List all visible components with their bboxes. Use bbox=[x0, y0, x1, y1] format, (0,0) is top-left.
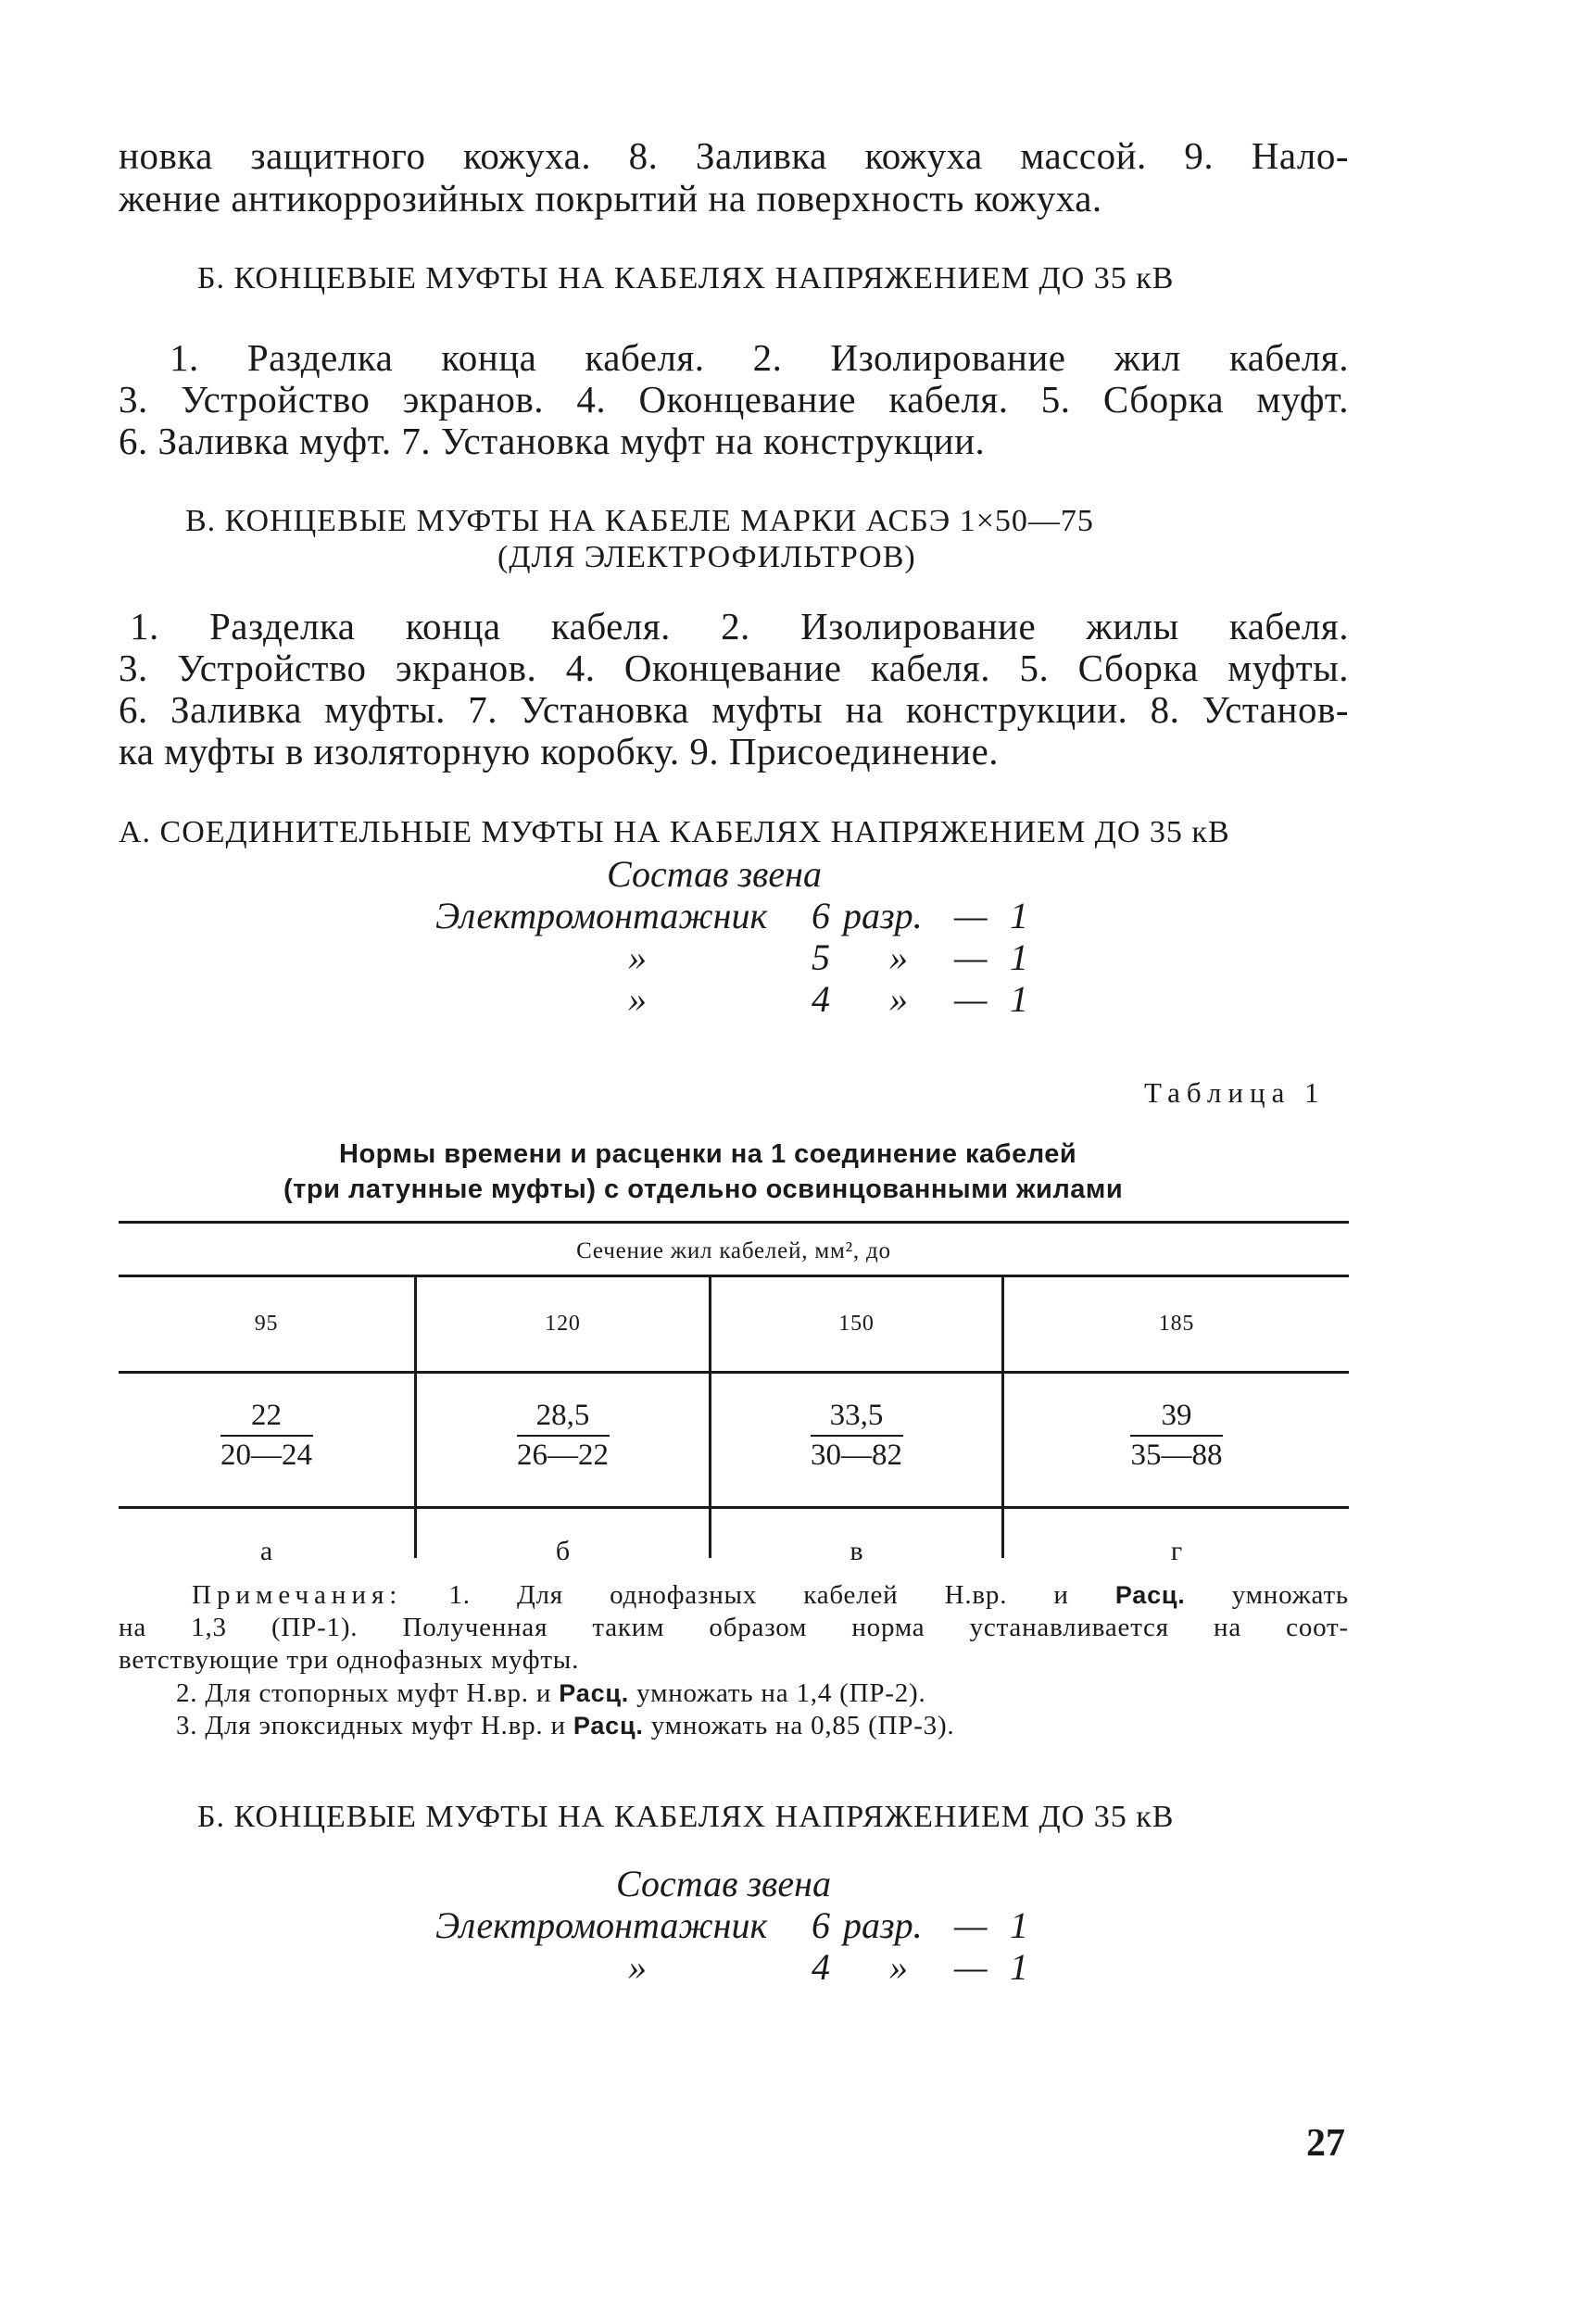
crew-unit: разр. bbox=[843, 895, 923, 936]
time-norm: 22 bbox=[220, 1399, 313, 1437]
intro-line-1: новка защитного кожуха. 8. Заливка кожуха массой. 9. Нало- bbox=[119, 134, 1349, 177]
note-2-text-end: умножать на 1,4 (ПР-2). bbox=[636, 1678, 926, 1708]
crew-dash: — bbox=[954, 936, 988, 978]
intro-line-2: жение антикоррозийных покрытий на поверхность кожуха. bbox=[119, 177, 1102, 220]
table-top-rule bbox=[119, 1221, 1349, 1224]
crew-unit: » bbox=[889, 1946, 908, 1988]
table-fraction bbox=[711, 1399, 1001, 1473]
crew-count: 1 bbox=[1010, 936, 1028, 978]
table-group-header: Сечение жил кабелей, мм², до bbox=[576, 1238, 891, 1263]
crew-grade: 4 bbox=[812, 1946, 830, 1988]
note-2 bbox=[176, 1678, 926, 1709]
rate: 35—88 bbox=[1130, 1438, 1223, 1472]
note-3-text-end: умножать на 0,85 (ПР-3). bbox=[650, 1711, 955, 1740]
section-v-heading-2: (ДЛЯ ЭЛЕКТРОФИЛЬТРОВ) bbox=[497, 540, 916, 574]
table-col-letter: а bbox=[259, 1536, 273, 1566]
crew-count: 1 bbox=[1010, 1946, 1028, 1988]
note-3-bold: Расц. bbox=[573, 1712, 644, 1740]
section-b2-crew-title: Состав звена bbox=[616, 1863, 832, 1904]
crew-count: 1 bbox=[1010, 895, 1028, 936]
table-col-letter: г bbox=[1170, 1536, 1183, 1566]
crew-grade: 6 bbox=[812, 1904, 830, 1946]
notes-prefix: Примечания: bbox=[192, 1580, 403, 1610]
time-norm: 28,5 bbox=[517, 1399, 610, 1437]
table-fraction bbox=[1004, 1399, 1349, 1473]
crew-unit: » bbox=[889, 978, 908, 1020]
crew-dash: — bbox=[954, 1904, 988, 1946]
table-fraction bbox=[417, 1399, 709, 1473]
table-label: Таблица 1 bbox=[1144, 1076, 1326, 1109]
crew-count: 1 bbox=[1010, 1904, 1028, 1946]
section-a-heading: А. СОЕДИНИТЕЛЬНЫЕ МУФТЫ НА КАБЕЛЯХ НАПРЯЖЕНИЕМ ДО 35 кВ bbox=[119, 815, 1230, 849]
table-fraction bbox=[119, 1399, 414, 1473]
table-header-rule bbox=[119, 1275, 1349, 1277]
page-number: 27 bbox=[1306, 2122, 1345, 2165]
crew-unit: » bbox=[889, 936, 908, 978]
crew-grade: 4 bbox=[812, 978, 830, 1020]
crew-role: » bbox=[628, 936, 647, 978]
rate: 30—82 bbox=[811, 1438, 902, 1472]
table-col-letter: б bbox=[555, 1536, 571, 1566]
note-2-bold: Расц. bbox=[559, 1679, 630, 1707]
section-b1-line-1: 1. Разделка конца кабеля. 2. Изолирование жил кабеля. bbox=[170, 336, 1349, 379]
table-col-letter: в bbox=[850, 1536, 863, 1566]
time-norm: 39 bbox=[1130, 1399, 1223, 1437]
crew-role: » bbox=[628, 978, 647, 1020]
crew-role: Электромонтажник bbox=[435, 895, 768, 936]
rate: 20—24 bbox=[220, 1438, 312, 1472]
crew-dash: — bbox=[954, 978, 988, 1020]
table-body-rule bbox=[119, 1371, 1349, 1374]
crew-dash: — bbox=[954, 895, 988, 936]
table-col-header: 150 bbox=[838, 1312, 875, 1336]
crew-count: 1 bbox=[1010, 978, 1028, 1020]
note-3 bbox=[176, 1711, 954, 1741]
crew-role: » bbox=[628, 1946, 647, 1988]
note-1-text-end: умножать bbox=[1231, 1580, 1349, 1610]
crew-grade: 6 bbox=[812, 895, 830, 936]
note-3-text: 3. Для эпоксидных муфт Н.вр. и bbox=[176, 1711, 566, 1740]
section-b1-heading: Б. КОНЦЕВЫЕ МУФТЫ НА КАБЕЛЯХ НАПРЯЖЕНИЕМ ДО 35 кВ bbox=[197, 261, 1175, 295]
note-1-line-1 bbox=[192, 1580, 1349, 1611]
rate: 26—22 bbox=[517, 1438, 609, 1472]
section-v-line-3: 6. Заливка муфты. 7. Установка муфты на конструкции. 8. Установ- bbox=[119, 688, 1349, 731]
table-col-header: 120 bbox=[545, 1312, 581, 1336]
note-1-line-3: ветствующие три однофазных муфты. bbox=[119, 1645, 580, 1675]
crew-dash: — bbox=[954, 1946, 988, 1988]
table-letter-rule bbox=[119, 1506, 1349, 1509]
time-norm: 33,5 bbox=[811, 1399, 903, 1437]
crew-role: Электромонтажник bbox=[435, 1904, 768, 1946]
section-v-line-2: 3. Устройство экранов. 4. Оконцевание кабеля. 5. Сборка муфты. bbox=[119, 647, 1349, 689]
note-2-text: 2. Для стопорных муфт Н.вр. и bbox=[176, 1678, 552, 1708]
section-b2-heading: Б. КОНЦЕВЫЕ МУФТЫ НА КАБЕЛЯХ НАПРЯЖЕНИЕМ ДО 35 кВ bbox=[197, 1800, 1175, 1834]
section-b1-line-2: 3. Устройство экранов. 4. Оконцевание кабеля. 5. Сборка муфт. bbox=[119, 378, 1349, 421]
crew-grade: 5 bbox=[812, 936, 830, 978]
section-v-line-4: ка муфты в изоляторную коробку. 9. Присоединение. bbox=[119, 730, 1000, 773]
table-col-header: 95 bbox=[254, 1312, 279, 1336]
table-title-1: Нормы времени и расценки на 1 соединение кабелей bbox=[339, 1139, 1077, 1169]
section-a-crew-title: Состав звена bbox=[607, 853, 823, 895]
crew-unit: разр. bbox=[843, 1904, 923, 1946]
note-1-line-2: на 1,3 (ПР-1). Полученная таким образом норма устанавливается на соот- bbox=[119, 1613, 1349, 1642]
section-v-line-1: 1. Разделка конца кабеля. 2. Изолирование жилы кабеля. bbox=[130, 605, 1349, 647]
section-v-heading-1: В. КОНЦЕВЫЕ МУФТЫ НА КАБЕЛЕ МАРКИ АСБЭ 1×50—75 bbox=[185, 504, 1094, 538]
note-1-text: 1. Для однофазных кабелей Н.вр. и bbox=[448, 1580, 1069, 1610]
section-b1-line-3: 6. Заливка муфт. 7. Установка муфт на конструкции. bbox=[119, 420, 986, 462]
table-title-2: (три латунные муфты) с отдельно освинцованными жилами bbox=[283, 1175, 1124, 1204]
table-col-header: 185 bbox=[1158, 1312, 1195, 1336]
note-1-bold: Расц. bbox=[1114, 1581, 1186, 1609]
